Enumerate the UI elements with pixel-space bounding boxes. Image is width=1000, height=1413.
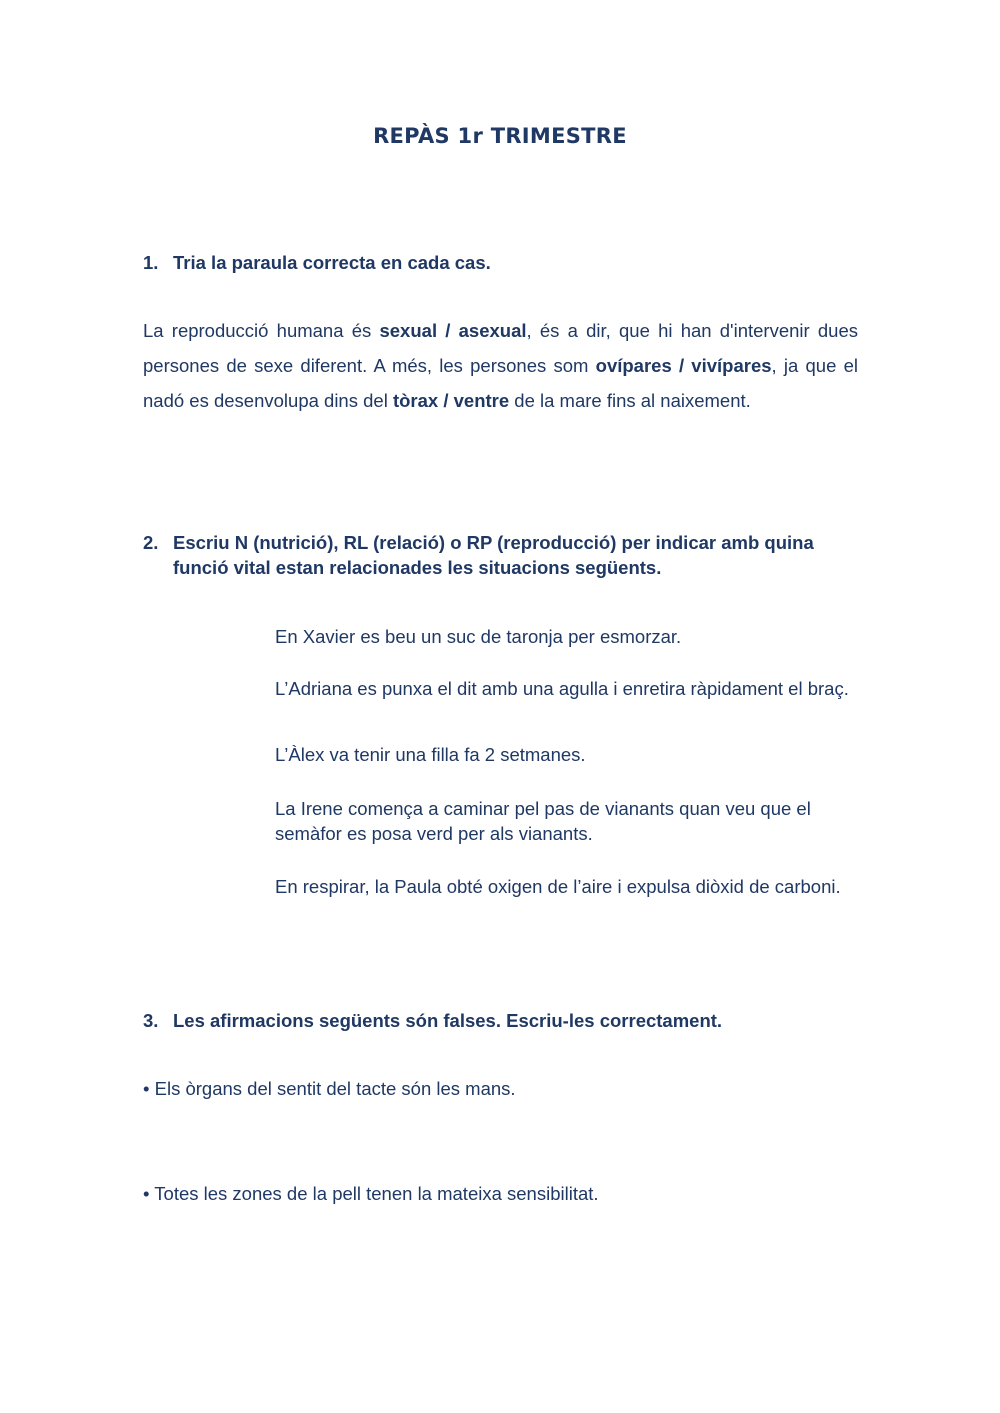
choice-sexual-asexual[interactable]: sexual / asexual xyxy=(379,320,527,341)
choice-torax-ventre[interactable]: tòrax / ventre xyxy=(392,390,510,411)
false-statement: • Els òrgans del sentit del tacte són les mans. xyxy=(143,1078,516,1099)
question-1-text: Tria la paraula correcta en cada cas. xyxy=(173,252,491,273)
paragraph-text-2: , és a dir, que hi han d'intervenir dues persones de sexe diferent. A més, les persones som xyxy=(143,320,859,376)
question-3-number: 3. xyxy=(143,1010,159,1031)
false-statement: • Totes les zones de la pell tenen la mateixa sensibilitat. xyxy=(143,1183,599,1204)
paragraph-text-4: de la mare fins al naixement. xyxy=(509,390,751,411)
situation-item: En respirar, la Paula obté oxigen de l’aire i expulsa diòxid de carboni. xyxy=(275,876,841,897)
paragraph-text-1: La reproducció humana és xyxy=(143,320,380,341)
question-1-number: 1. xyxy=(143,252,159,273)
choice-ovipares-vivipares[interactable]: ovípares / vivípares xyxy=(595,355,772,376)
question-2-heading xyxy=(143,530,863,580)
question-1-heading xyxy=(143,250,863,275)
situation-item: En Xavier es beu un suc de taronja per esmorzar. xyxy=(275,626,682,647)
paragraph-text-3: , ja que el nadó es desenvolupa dins del xyxy=(143,355,858,411)
question-3-text: Les afirmacions següents són falses. Escriu-les correctament. xyxy=(173,1010,723,1031)
question-3-heading xyxy=(143,1008,863,1033)
situation-item: L’Adriana es punxa el dit amb una agulla i enretira ràpidament el braç. xyxy=(275,678,849,699)
situation-item: La Irene comença a caminar pel pas de vianants quan veu que el semàfor es posa verd per als vianants. xyxy=(275,798,811,844)
page-title: REPÀS 1r TRIMESTRE xyxy=(373,124,627,148)
question-2-text: Escriu N (nutrició), RL (relació) o RP (reproducció) per indicar amb quina funció vital estan relacionades les situacions següents. xyxy=(173,532,814,578)
situation-item: L’Àlex va tenir una filla fa 2 setmanes. xyxy=(275,744,586,765)
question-1-paragraph xyxy=(143,313,858,418)
question-2-number: 2. xyxy=(143,532,159,553)
